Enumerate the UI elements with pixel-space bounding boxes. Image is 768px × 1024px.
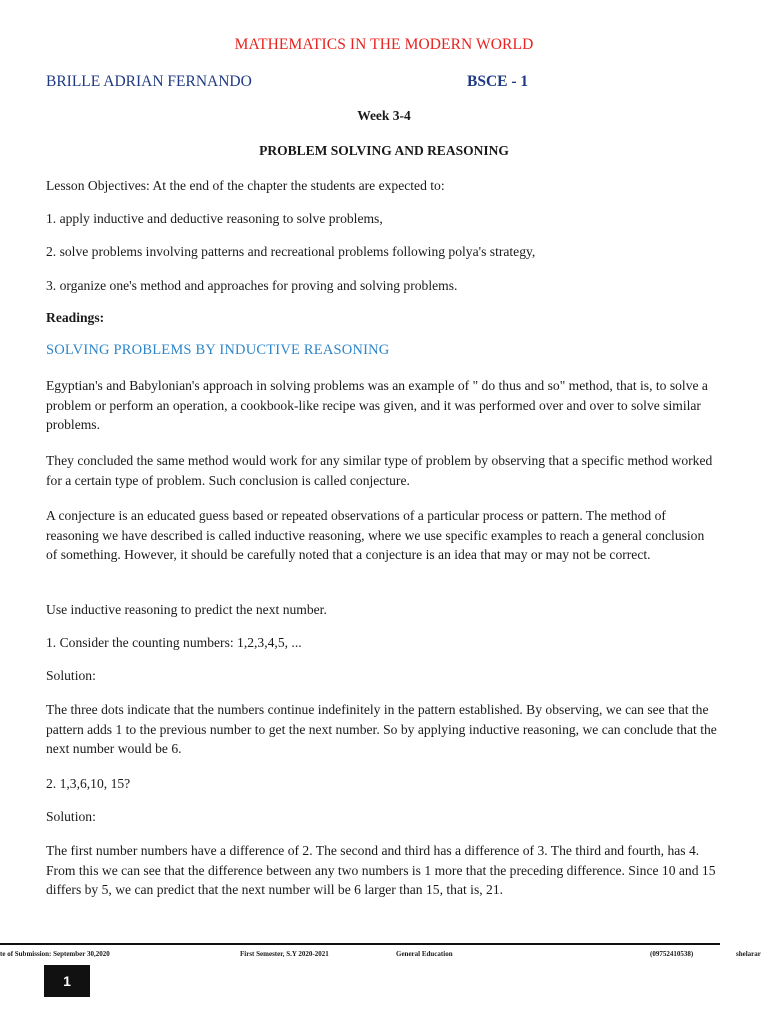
author-name: BRILLE ADRIAN FERNANDO: [46, 73, 252, 90]
footer-divider: [0, 943, 720, 945]
readings-label: Readings:: [46, 310, 105, 325]
paragraph: Egyptian's and Babylonian's approach in solving problems was an example of " do thus and so" method, that is, to solve a problem or perform an operation, a cookbook-like recipe was given, and it was performed over and over to solve similar problems.: [46, 378, 708, 432]
objectives-intro: Lesson Objectives: At the end of the chapter the students are expected to:: [46, 178, 445, 193]
footer-subject: General Education: [396, 950, 453, 958]
section-title: SOLVING PROBLEMS BY INDUCTIVE REASONING: [46, 342, 390, 358]
paragraph: Use inductive reasoning to predict the next number.: [46, 602, 327, 617]
topic-heading: PROBLEM SOLVING AND REASONING: [259, 143, 509, 158]
paragraph: The three dots indicate that the numbers continue indefinitely in the pattern established. By observing, we can see that the pattern adds 1 to the previous number to get the next number. So by applying inductive reasoning, we can conclude that the next number would be 6.: [46, 702, 717, 756]
example-item: 1. Consider the counting numbers: 1,2,3,4,5, ...: [46, 635, 302, 650]
objective-item: 3. organize one's method and approaches for proving and solving problems.: [46, 278, 458, 293]
program-label: BSCE - 1: [467, 73, 529, 90]
example-item: 2. 1,3,6,10, 15?: [46, 776, 131, 791]
week-label: Week 3-4: [357, 108, 411, 123]
footer-phone: (09752410538): [650, 950, 694, 958]
page-number: 1: [44, 965, 90, 997]
paragraph: They concluded the same method would work for any similar type of problem by observing that a specific method worked for a certain type of problem. Such conclusion is called conjecture.: [46, 453, 713, 488]
solution-label: Solution:: [46, 809, 96, 824]
objective-item: 2. solve problems involving patterns and recreational problems following polya's strategy,: [46, 244, 536, 259]
objective-item: 1. apply inductive and deductive reasoning to solve problems,: [46, 211, 383, 226]
paragraph: The first number numbers have a difference of 2. The second and third has a difference of 3. The third and fourth, has 4. From this we can see that the difference between any two numbers is 1 more that the preceding difference. Since 10 and 15 differs by 5, we can predict that the next number will be 6 larger than 15, that is, 21.: [46, 843, 716, 897]
paragraph: A conjecture is an educated guess based or repeated observations of a particular process or pattern. The method of reasoning we have described is called inductive reasoning, where we use specific examples to reach a general conclusion of something. However, it should be carefully noted that a conjecture is an idea that may or may not be correct.: [46, 508, 705, 562]
solution-label: Solution:: [46, 668, 96, 683]
footer-submission-date: te of Submission: September 30,2020: [0, 950, 110, 958]
course-title: MATHEMATICS IN THE MODERN WORLD: [234, 36, 534, 53]
footer-semester: First Semester, S.Y 2020-2021: [240, 950, 329, 958]
footer-email: shelarar: [736, 950, 761, 958]
